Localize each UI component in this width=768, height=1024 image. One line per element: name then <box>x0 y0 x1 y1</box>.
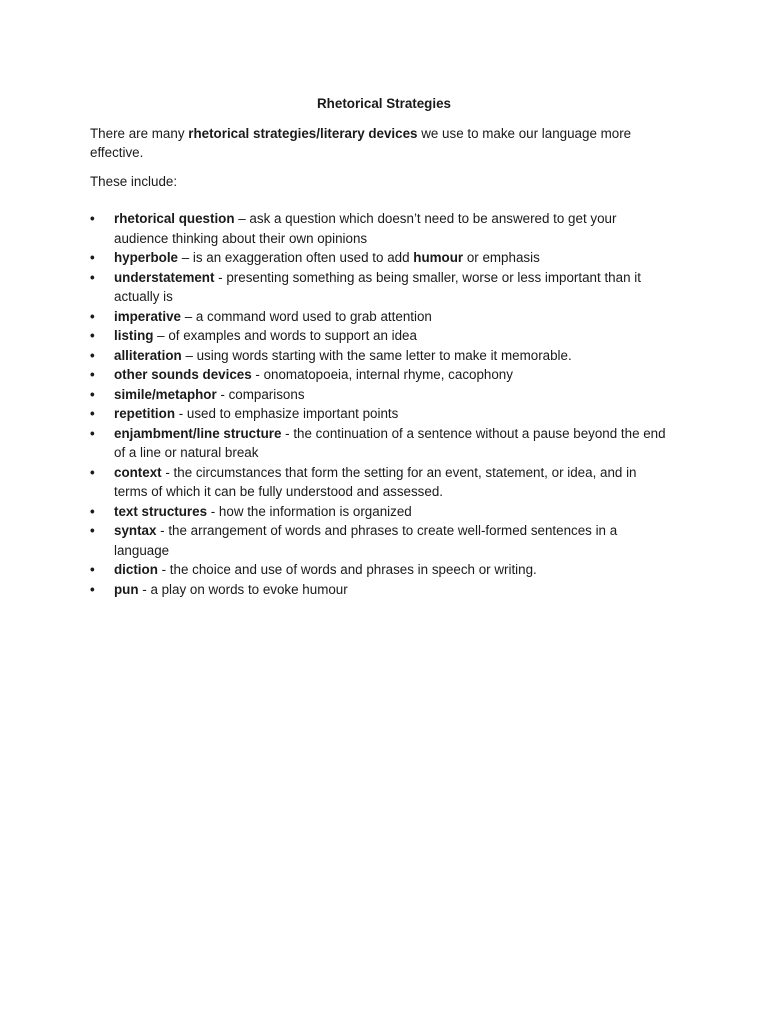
item-term: pun <box>114 581 139 597</box>
strategy-list <box>90 209 670 599</box>
list-item <box>90 307 670 327</box>
bullet-icon: • <box>90 211 95 226</box>
intro-paragraph <box>90 124 670 163</box>
document-body <box>90 94 670 599</box>
bullet-icon: • <box>90 347 95 363</box>
item-description: – is an exaggeration often used to add <box>178 250 414 265</box>
list-item <box>90 521 670 560</box>
list-item <box>90 580 670 600</box>
bullet-icon: • <box>90 425 95 441</box>
list-item <box>90 560 670 580</box>
bullet-icon: • <box>90 328 95 343</box>
list-item <box>90 209 670 248</box>
list-item <box>90 365 670 385</box>
bullet-icon: • <box>90 269 95 285</box>
item-description: - a play on words to evoke humour <box>138 581 348 597</box>
item-description: – of examples and words to support an idea <box>153 328 417 343</box>
item-term: enjambment/line structure <box>114 425 282 441</box>
list-item <box>90 326 670 346</box>
item-emphasis: humour <box>413 250 464 265</box>
lead-paragraph: These include: <box>90 173 178 189</box>
item-term: hyperbole <box>114 250 178 265</box>
item-term: syntax <box>114 523 157 538</box>
item-description: - the circumstances that form the setting for an event, statement, or idea, and in terms of which it can be fully understood and assessed. <box>114 464 637 499</box>
item-term: other sounds devices <box>114 367 252 382</box>
item-term: alliteration <box>114 347 182 363</box>
item-description: - onomatopoeia, internal rhyme, cacophony <box>251 367 513 382</box>
item-term: understatement <box>114 269 215 285</box>
item-term: rhetorical question <box>114 211 235 226</box>
bullet-icon: • <box>90 406 95 421</box>
item-term: repetition <box>114 406 176 421</box>
bullet-icon: • <box>90 250 95 265</box>
list-item <box>90 346 670 366</box>
item-term: listing <box>114 328 154 343</box>
bullet-icon: • <box>90 386 95 402</box>
item-description: - the arrangement of words and phrases to create well-formed sentences in a language <box>114 523 618 558</box>
item-term: imperative <box>114 308 181 324</box>
item-description: – ask a question which doesn’t need to be answered to get your audience thinking about their own opinions <box>114 211 617 246</box>
list-item <box>90 404 670 424</box>
item-description: - presenting something as being smaller, worse or less important than it actually is <box>114 269 641 304</box>
bullet-icon: • <box>90 581 95 597</box>
bullet-icon: • <box>90 523 95 538</box>
list-item <box>90 502 670 522</box>
item-description: - comparisons <box>216 386 305 402</box>
intro-text-after: we use to make our language more effective. <box>90 125 632 160</box>
bullet-icon: • <box>90 308 95 324</box>
item-term: context <box>114 464 162 480</box>
item-description: – a command word used to grab attention <box>181 308 432 324</box>
list-item <box>90 248 670 268</box>
intro-text-bold: rhetorical strategies/literary devices <box>188 125 418 141</box>
item-term: text structures <box>114 503 208 519</box>
list-item <box>90 385 670 405</box>
item-description: - the choice and use of words and phrases in speech or writing. <box>157 562 537 577</box>
item-description: - used to emphasize important points <box>175 406 399 421</box>
intro-text-before: There are many <box>90 125 189 141</box>
list-item <box>90 424 670 463</box>
list-item <box>90 268 670 307</box>
item-description: - how the information is organized <box>207 503 412 519</box>
bullet-icon: • <box>90 562 95 577</box>
bullet-icon: • <box>90 503 95 519</box>
page-title: Rhetorical Strategies <box>317 96 451 111</box>
item-description: - the continuation of a sentence without a pause beyond the end of a line or natural break <box>114 425 666 460</box>
bullet-icon: • <box>90 367 95 382</box>
bullet-icon: • <box>90 464 95 480</box>
list-item <box>90 463 670 502</box>
item-term: diction <box>114 562 158 577</box>
item-description: – using words starting with the same letter to make it memorable. <box>181 347 572 363</box>
item-term: simile/metaphor <box>114 386 217 402</box>
item-description-end: or emphasis <box>463 250 540 265</box>
